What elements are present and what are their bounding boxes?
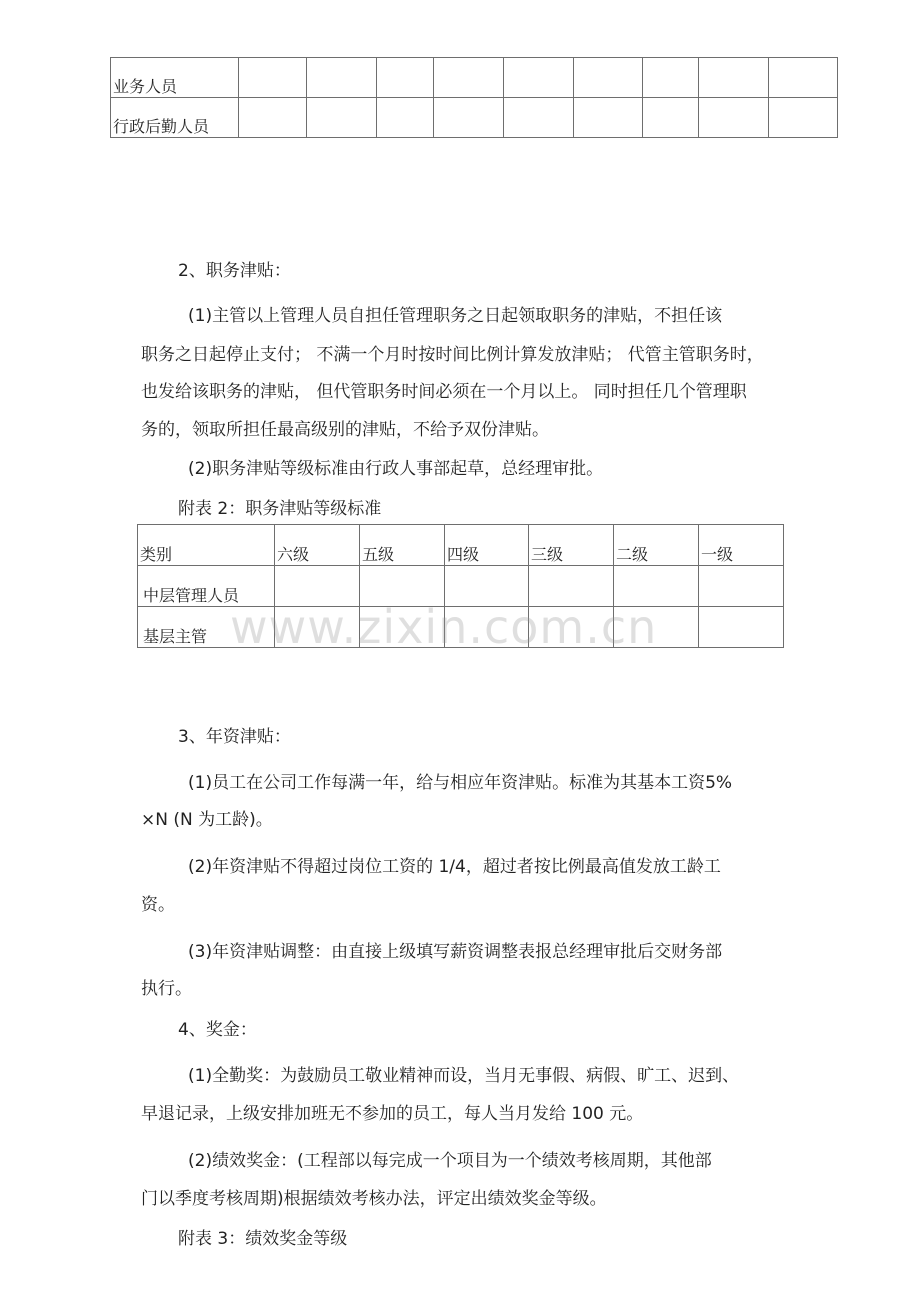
paragraph-line: (1)主管以上管理人员自担任管理职务之日起领取职务的津贴，不担任该 [188,306,723,326]
section-3-heading: 3、年资津贴： [178,727,291,747]
table-caption: 附表 2：职务津贴等级标准 [178,499,382,519]
row-label: 基层主管 [138,607,275,648]
paragraph-line: (1)员工在公司工作每满一年，给与相应年资津贴。标准为其基本工资5% [188,773,733,793]
table-row [111,58,838,98]
section-2-heading: 2、职务津贴： [178,261,291,281]
table-row [111,98,838,138]
paragraph-line: (3)年资津贴调整：由直接上级填写薪资调整表报总经理审批后交财务部 [188,942,723,962]
row-label: 中层管理人员 [138,566,275,607]
paragraph-line: ×N (N 为工龄)。 [141,810,273,830]
row-label: 业务人员 [111,58,239,98]
watermark: www.zixin.com.cn [230,600,658,654]
header-cell: 六级 [275,525,360,566]
row-label: 行政后勤人员 [111,98,239,138]
header-cell: 二级 [614,525,699,566]
table-header-row [138,525,784,566]
paragraph-line: 也发给该职务的津贴， 但代管职务时间必须在一个月以上。 同时担任几个管理职 [141,382,747,402]
table-caption: 附表 3：绩效奖金等级 [178,1229,348,1249]
header-cell: 四级 [445,525,529,566]
paragraph-line: 职务之日起停止支付； 不满一个月时按时间比例计算发放津贴； 代管主管职务时， [141,345,764,365]
paragraph-line: (2)绩效奖金：(工程部以每完成一个项目为一个绩效考核周期，其他部 [188,1151,712,1171]
header-cell: 五级 [360,525,445,566]
paragraph-line: (2)职务津贴等级标准由行政人事部起草，总经理审批。 [188,459,604,479]
header-cell: 三级 [529,525,614,566]
section-4-heading: 4、奖金： [178,1020,257,1040]
paragraph-line: 早退记录，上级安排加班无不参加的员工，每人当月发给 100 元。 [141,1104,644,1124]
paragraph-line: 资。 [141,895,175,915]
paragraph-line: (2)年资津贴不得超过岗位工资的 1/4，超过者按比例最高值发放工龄工 [188,857,721,877]
paragraph-line: 执行。 [141,979,192,999]
header-cell: 一级 [699,525,784,566]
salary-table-continued [110,57,838,138]
paragraph-line: (1)全勤奖：为鼓励员工敬业精神而设，当月无事假、病假、旷工、迟到、 [188,1066,740,1086]
paragraph-line: 务的，领取所担任最高级别的津贴，不给予双份津贴。 [141,420,549,440]
paragraph-line: 门以季度考核周期)根据绩效考核办法，评定出绩效奖金等级。 [141,1189,607,1209]
header-cell: 类别 [138,525,275,566]
